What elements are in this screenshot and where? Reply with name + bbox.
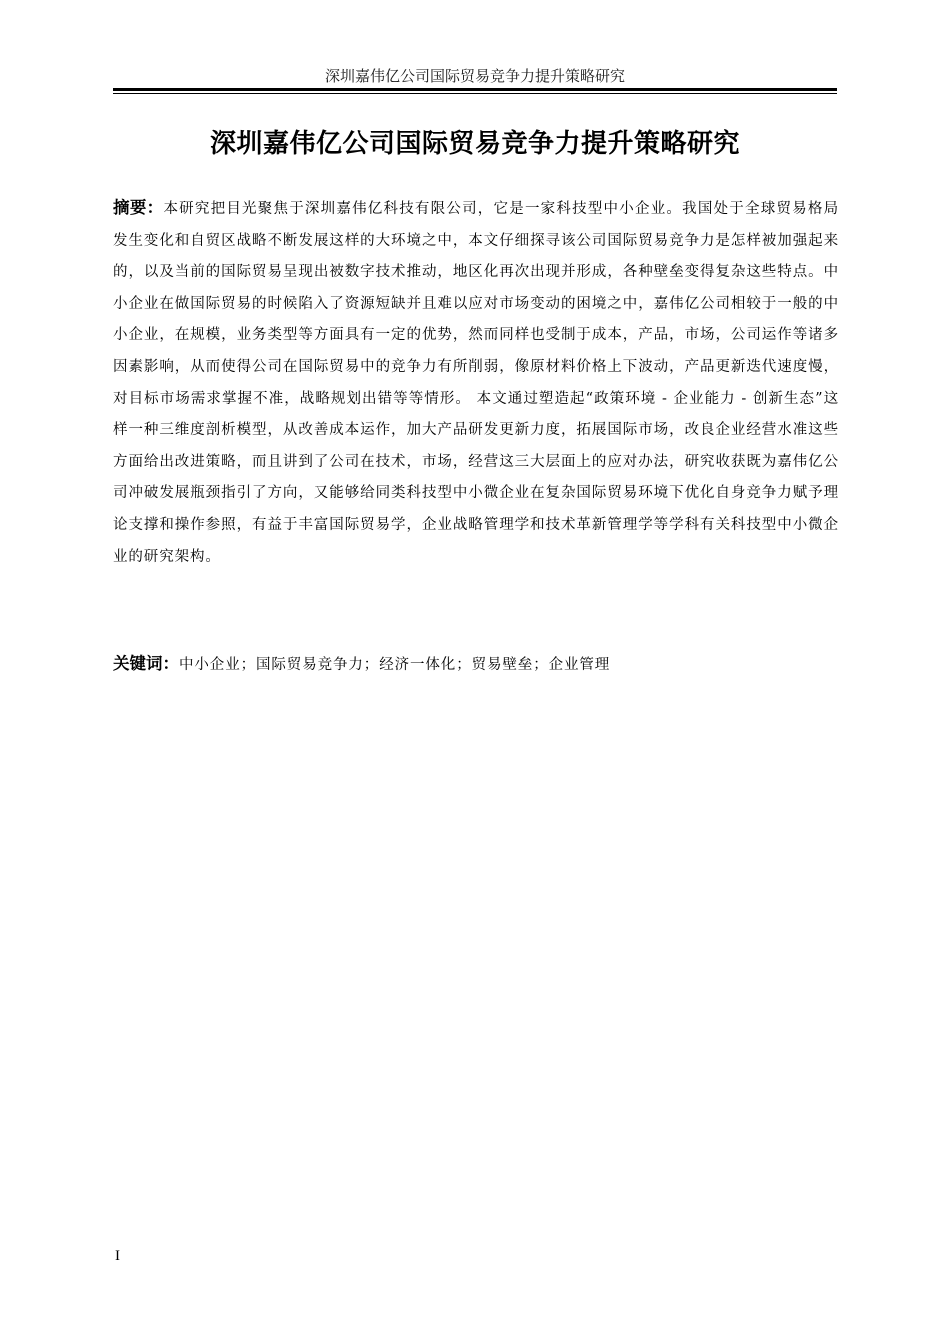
header-rule-thin <box>113 93 837 94</box>
running-header: 深圳嘉伟亿公司国际贸易竞争力提升策略研究 <box>324 67 625 85</box>
header-rule <box>113 88 837 91</box>
page-number: I <box>115 1248 120 1264</box>
abstract-label: 摘要： <box>113 198 164 217</box>
keywords-paragraph <box>113 650 839 679</box>
keywords-label: 关键词： <box>113 654 179 673</box>
abstract-paragraph <box>113 192 839 573</box>
document-title: 深圳嘉伟亿公司国际贸易竞争力提升策略研究 <box>209 129 740 159</box>
keywords-text: 中小企业；国际贸易竞争力；经济一体化；贸易壁垒；企业管理 <box>179 657 611 673</box>
abstract-text: 本研究把目光聚焦于深圳嘉伟亿科技有限公司，它是一家科技型中小企业。我国处于全球贸易格局发生变化和自贸区战略不断发展这样的大环境之中，本文仔细探寻该公司国际贸易竞争力是怎样被加强起来的，以及当前的国际贸易呈现出被数字技术推动，地区化再次出现并形成，各种壁垒变得复杂这些特点。中小企业在做国际贸易的时候陷入了资源短缺并且难以应对市场变动的困境之中，嘉伟亿公司相较于一般的中小企业，在规模，业务类型等方面具有一定的优势，然而同样也受制于成本，产品，市场，公司运作等诸多因素影响，从而使得公司在国际贸易中的竞争力有所削弱，像原材料价格上下波动，产品更新迭代速度慢，对目标市场需求掌握不准，战略规划出错等等情形。 本文通过塑造起“政策环境 - 企业能力 - 创新生态”这样一种三维度剖析模型，从改善成本运作，加大产品研发更新力度，拓展国际市场，改良企业经营水准这些方面给出改进策略，而且讲到了公司在技术，市场，经营这三大层面上的应对办法，研究收获既为嘉伟亿公司冲破发展瓶颈指引了方向，又能够给同类科技型中小微企业在复杂国际贸易环境下优化自身竞争力赋予理论支撑和操作参照，有益于丰富国际贸易学，企业战略管理学和技术革新管理学等学科有关科技型中小微企业的研究架构。 <box>113 201 839 565</box>
